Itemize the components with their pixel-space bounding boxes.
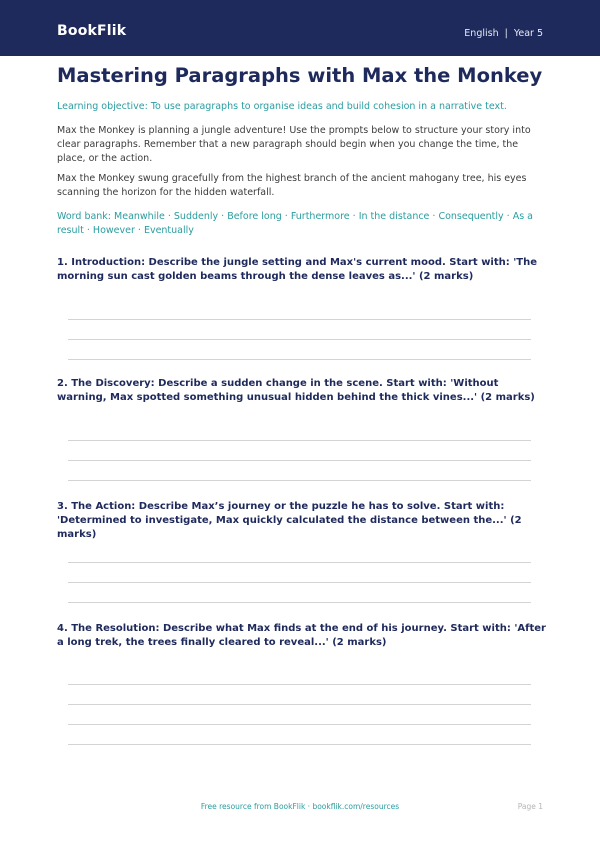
example-paragraph: Max the Monkey swung gracefully from the highest branch of the ancient mahogany tree, his eyes scanning the horizon for the hidden waterfall. (57, 173, 527, 198)
question-4: 4. The Resolution: Describe what Max finds at the end of his journey. Start with: 'After a long trek, the trees finally cleared to reveal...' (2 marks) (57, 623, 546, 648)
answer-line[interactable] (68, 744, 531, 745)
question-3: 3. The Action: Describe Max’s journey or the puzzle he has to solve. Start with: 'Determined to investigate, Max quickly calculated the distance between the...' (2 marks) (57, 501, 522, 540)
question-1: 1. Introduction: Describe the jungle setting and Max's current mood. Start with: 'The morning sun cast golden beams through the dense leaves as...' (2 marks) (57, 257, 538, 282)
answer-line[interactable] (68, 440, 531, 441)
answer-line[interactable] (68, 704, 531, 705)
answer-line[interactable] (68, 724, 531, 725)
answer-line[interactable] (68, 319, 531, 320)
page-title: Mastering Paragraphs with Max the Monkey (57, 64, 543, 87)
word-bank: Word bank: Meanwhile · Suddenly · Before long · Furthermore · In the distance · Consequently · As a result · However · Eventually (57, 211, 533, 236)
header-bar (0, 0, 600, 56)
brand-logo[interactable]: BookFlik (57, 23, 127, 39)
page-number: Page 1 (517, 802, 543, 811)
answer-line[interactable] (68, 460, 531, 461)
answer-line[interactable] (68, 582, 531, 583)
answer-line[interactable] (68, 480, 531, 481)
question-2: 2. The Discovery: Describe a sudden change in the scene. Start with: 'Without warning, Max spotted something unusual hidden behind the thick vines...' (2 marks) (57, 378, 535, 403)
subject-year-label (464, 28, 543, 39)
answer-line[interactable] (68, 602, 531, 603)
subject-label: English (464, 28, 499, 39)
answer-line[interactable] (68, 562, 531, 563)
separator: | (504, 28, 508, 39)
intro-paragraph: Max the Monkey is planning a jungle adventure! Use the prompts below to structure your story into clear paragraphs. Remember that a new paragraph should begin when you change the time, the place, or the action. (57, 125, 531, 164)
answer-line[interactable] (68, 359, 531, 360)
year-label: Year 5 (513, 28, 543, 39)
answer-line[interactable] (68, 339, 531, 340)
footer-link[interactable]: Free resource from BookFlik · bookflik.com/resources (200, 802, 400, 811)
answer-line[interactable] (68, 684, 531, 685)
learning-objective: Learning objective: To use paragraphs to organise ideas and build cohesion in a narrative text. (57, 101, 507, 112)
